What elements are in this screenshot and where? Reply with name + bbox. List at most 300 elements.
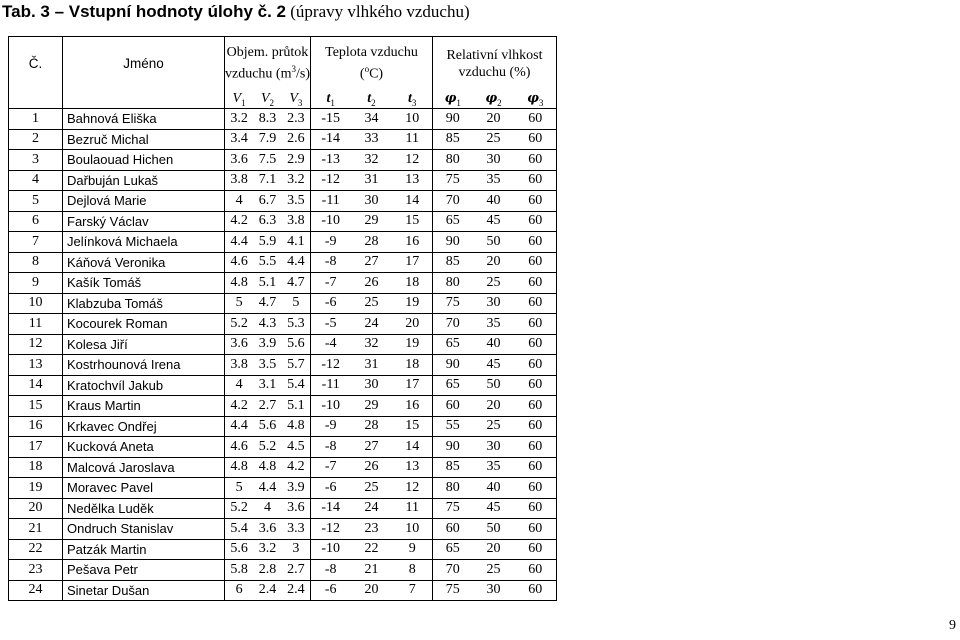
- cell-t1: -15: [310, 109, 350, 130]
- cell-v2: 3.1: [253, 375, 282, 396]
- cell-student-name: Kocourek Roman: [63, 314, 225, 335]
- cell-t1: -11: [310, 191, 350, 212]
- cell-phi1: 65: [432, 211, 472, 232]
- cell-v1: 5.8: [225, 560, 254, 581]
- cell-v2: 5.1: [253, 273, 282, 294]
- cell-phi1: 90: [432, 232, 472, 253]
- cell-phi3: 60: [514, 150, 556, 171]
- cell-t1: -11: [310, 375, 350, 396]
- cell-phi3: 60: [514, 129, 556, 150]
- table-row: [9, 580, 557, 601]
- cell-v1: 5.2: [225, 498, 254, 519]
- col-header-number: Č.: [9, 37, 63, 91]
- cell-v2: 2.4: [253, 580, 282, 601]
- cell-phi1: 85: [432, 457, 472, 478]
- cell-row-number: 17: [9, 437, 63, 458]
- cell-v1: 3.2: [225, 109, 254, 130]
- table-row: [9, 252, 557, 273]
- cell-row-number: 14: [9, 375, 63, 396]
- cell-phi3: 60: [514, 539, 556, 560]
- cell-phi2: 30: [472, 293, 514, 314]
- cell-student-name: Dejlová Marie: [63, 191, 225, 212]
- table-row: [9, 293, 557, 314]
- cell-t3: 20: [392, 314, 432, 335]
- cell-v3: 5.1: [282, 396, 311, 417]
- cell-t1: -6: [310, 580, 350, 601]
- cell-t3: 15: [392, 211, 432, 232]
- cell-phi3: 60: [514, 457, 556, 478]
- cell-phi2: 30: [472, 150, 514, 171]
- cell-row-number: 12: [9, 334, 63, 355]
- cell-t1: -10: [310, 539, 350, 560]
- cell-student-name: Nedělka Luděk: [63, 498, 225, 519]
- cell-phi2: 45: [472, 498, 514, 519]
- cell-t1: -12: [310, 355, 350, 376]
- cell-student-name: Kašík Tomáš: [63, 273, 225, 294]
- cell-phi3: 60: [514, 375, 556, 396]
- cell-phi3: 60: [514, 170, 556, 191]
- cell-phi1: 90: [432, 437, 472, 458]
- cell-t1: -4: [310, 334, 350, 355]
- cell-phi2: 40: [472, 478, 514, 499]
- cell-row-number: 18: [9, 457, 63, 478]
- cell-v2: 3.6: [253, 519, 282, 540]
- cell-v3: 2.3: [282, 109, 311, 130]
- cell-row-number: 6: [9, 211, 63, 232]
- cell-v2: 2.8: [253, 560, 282, 581]
- cell-phi3: 60: [514, 396, 556, 417]
- cell-phi1: 85: [432, 129, 472, 150]
- table-row: [9, 457, 557, 478]
- cell-phi3: 60: [514, 314, 556, 335]
- cell-v1: 3.8: [225, 355, 254, 376]
- cell-phi3: 60: [514, 334, 556, 355]
- cell-phi2: 25: [472, 273, 514, 294]
- cell-student-name: Ondruch Stanislav: [63, 519, 225, 540]
- cell-phi2: 25: [472, 416, 514, 437]
- cell-phi2: 40: [472, 191, 514, 212]
- input-values-table: [8, 36, 557, 601]
- cell-t1: -14: [310, 129, 350, 150]
- sub-header-t2: $t_2$: [350, 91, 392, 109]
- cell-t1: -9: [310, 416, 350, 437]
- cell-v1: 4: [225, 375, 254, 396]
- cell-phi1: 80: [432, 150, 472, 171]
- cell-student-name: Kolesa Jiří: [63, 334, 225, 355]
- cell-v1: 5.4: [225, 519, 254, 540]
- cell-phi1: 65: [432, 539, 472, 560]
- cell-t3: 18: [392, 273, 432, 294]
- cell-phi2: 20: [472, 539, 514, 560]
- cell-phi2: 20: [472, 396, 514, 417]
- page-number: 9: [949, 618, 956, 633]
- table-row: [9, 375, 557, 396]
- cell-v3: 4.8: [282, 416, 311, 437]
- cell-phi3: 60: [514, 519, 556, 540]
- cell-student-name: Patzák Martin: [63, 539, 225, 560]
- cell-t1: -13: [310, 150, 350, 171]
- cell-v2: 7.1: [253, 170, 282, 191]
- cell-row-number: 24: [9, 580, 63, 601]
- table-row: [9, 232, 557, 253]
- cell-t1: -6: [310, 293, 350, 314]
- cell-v2: 4.3: [253, 314, 282, 335]
- cell-row-number: 3: [9, 150, 63, 171]
- cell-v1: 5.2: [225, 314, 254, 335]
- cell-t3: 12: [392, 478, 432, 499]
- cell-t3: 16: [392, 396, 432, 417]
- table-row: [9, 129, 557, 150]
- table-row: [9, 437, 557, 458]
- cell-v1: 6: [225, 580, 254, 601]
- cell-v3: 5: [282, 293, 311, 314]
- cell-t2: 25: [350, 293, 392, 314]
- cell-row-number: 20: [9, 498, 63, 519]
- cell-row-number: 21: [9, 519, 63, 540]
- cell-t3: 13: [392, 457, 432, 478]
- cell-phi1: 60: [432, 396, 472, 417]
- cell-phi1: 60: [432, 519, 472, 540]
- cell-v1: 3.6: [225, 150, 254, 171]
- cell-phi1: 75: [432, 580, 472, 601]
- sub-header-t3: $t_3$: [392, 91, 432, 109]
- cell-t1: -8: [310, 560, 350, 581]
- col-header-name: Jméno: [63, 37, 225, 91]
- cell-student-name: Kratochvíl Jakub: [63, 375, 225, 396]
- cell-phi2: 35: [472, 314, 514, 335]
- table-row: [9, 519, 557, 540]
- table-row: [9, 498, 557, 519]
- cell-student-name: Pešava Petr: [63, 560, 225, 581]
- cell-row-number: 23: [9, 560, 63, 581]
- table-row: [9, 560, 557, 581]
- cell-row-number: 1: [9, 109, 63, 130]
- cell-phi3: 60: [514, 355, 556, 376]
- cell-t2: 21: [350, 560, 392, 581]
- cell-v2: 7.9: [253, 129, 282, 150]
- cell-t1: -10: [310, 211, 350, 232]
- table-row: [9, 396, 557, 417]
- cell-v1: 4.6: [225, 252, 254, 273]
- cell-phi3: 60: [514, 273, 556, 294]
- cell-t2: 26: [350, 273, 392, 294]
- cell-t1: -7: [310, 273, 350, 294]
- cell-t2: 32: [350, 150, 392, 171]
- cell-t3: 13: [392, 170, 432, 191]
- cell-t3: 14: [392, 437, 432, 458]
- table-row: [9, 170, 557, 191]
- cell-v2: 4.7: [253, 293, 282, 314]
- cell-v3: 5.6: [282, 334, 311, 355]
- cell-v2: 2.7: [253, 396, 282, 417]
- cell-student-name: Klabzuba Tomáš: [63, 293, 225, 314]
- sub-header-v2: $V_2$: [253, 91, 282, 109]
- cell-t2: 29: [350, 396, 392, 417]
- cell-phi2: 50: [472, 375, 514, 396]
- cell-phi1: 85: [432, 252, 472, 273]
- cell-v1: 5: [225, 293, 254, 314]
- cell-v3: 2.6: [282, 129, 311, 150]
- cell-phi1: 90: [432, 109, 472, 130]
- cell-t3: 7: [392, 580, 432, 601]
- cell-student-name: Dařbuján Lukaš: [63, 170, 225, 191]
- cell-student-name: Kucková Aneta: [63, 437, 225, 458]
- cell-v1: 3.6: [225, 334, 254, 355]
- cell-v3: 4.2: [282, 457, 311, 478]
- cell-phi3: 60: [514, 437, 556, 458]
- cell-t2: 23: [350, 519, 392, 540]
- cell-phi2: 35: [472, 457, 514, 478]
- cell-student-name: Bezruč Michal: [63, 129, 225, 150]
- cell-v3: 2.9: [282, 150, 311, 171]
- cell-v2: 4.8: [253, 457, 282, 478]
- cell-phi2: 50: [472, 232, 514, 253]
- cell-v3: 3.2: [282, 170, 311, 191]
- cell-phi1: 75: [432, 293, 472, 314]
- cell-phi2: 25: [472, 129, 514, 150]
- cell-v2: 5.2: [253, 437, 282, 458]
- cell-t1: -8: [310, 252, 350, 273]
- table-row: [9, 416, 557, 437]
- cell-v1: 4.4: [225, 416, 254, 437]
- cell-t2: 24: [350, 314, 392, 335]
- cell-v1: 3.4: [225, 129, 254, 150]
- table-row: [9, 109, 557, 130]
- sub-header-v1: $V_1$: [225, 91, 254, 109]
- cell-row-number: 11: [9, 314, 63, 335]
- cell-t3: 16: [392, 232, 432, 253]
- sub-header-v3: $V_3$: [282, 91, 311, 109]
- cell-t3: 11: [392, 498, 432, 519]
- cell-phi2: 25: [472, 560, 514, 581]
- col-header-flow: Objem. průtok vzduchu $(m^3/s)$: [225, 37, 311, 91]
- cell-student-name: Boulaouad Hichen: [63, 150, 225, 171]
- cell-t2: 28: [350, 416, 392, 437]
- cell-phi2: 20: [472, 252, 514, 273]
- cell-student-name: Moravec Pavel: [63, 478, 225, 499]
- cell-t1: -6: [310, 478, 350, 499]
- cell-phi1: 65: [432, 334, 472, 355]
- col-header-temperature: Teplota vzduchu ($^o$C): [310, 37, 432, 91]
- cell-phi3: 60: [514, 252, 556, 273]
- cell-student-name: Bahnová Eliška: [63, 109, 225, 130]
- cell-phi3: 60: [514, 498, 556, 519]
- table-row: [9, 539, 557, 560]
- cell-student-name: Káňová Veronika: [63, 252, 225, 273]
- cell-t1: -5: [310, 314, 350, 335]
- cell-t3: 19: [392, 334, 432, 355]
- cell-phi2: 45: [472, 355, 514, 376]
- cell-t2: 22: [350, 539, 392, 560]
- cell-v2: 8.3: [253, 109, 282, 130]
- cell-phi1: 80: [432, 273, 472, 294]
- cell-v3: 4.7: [282, 273, 311, 294]
- cell-v3: 3.5: [282, 191, 311, 212]
- cell-v1: 4.2: [225, 396, 254, 417]
- cell-t2: 30: [350, 191, 392, 212]
- table-title: Tab. 3 – Vstupní hodnoty úlohy č. 2 (úpravy vlhkého vzduchu): [2, 2, 470, 21]
- cell-t2: 33: [350, 129, 392, 150]
- cell-v1: 4: [225, 191, 254, 212]
- cell-phi2: 45: [472, 211, 514, 232]
- cell-phi1: 70: [432, 191, 472, 212]
- cell-v3: 5.4: [282, 375, 311, 396]
- cell-t3: 17: [392, 375, 432, 396]
- cell-v2: 3.5: [253, 355, 282, 376]
- cell-phi1: 90: [432, 355, 472, 376]
- cell-t2: 26: [350, 457, 392, 478]
- cell-phi2: 30: [472, 580, 514, 601]
- cell-row-number: 5: [9, 191, 63, 212]
- cell-t2: 34: [350, 109, 392, 130]
- cell-v1: 4.4: [225, 232, 254, 253]
- cell-phi3: 60: [514, 211, 556, 232]
- cell-student-name: Malcová Jaroslava: [63, 457, 225, 478]
- table-row: [9, 211, 557, 232]
- cell-phi3: 60: [514, 580, 556, 601]
- cell-t3: 11: [392, 129, 432, 150]
- cell-row-number: 22: [9, 539, 63, 560]
- cell-phi1: 70: [432, 314, 472, 335]
- cell-phi2: 30: [472, 437, 514, 458]
- cell-phi1: 80: [432, 478, 472, 499]
- table-row: [9, 314, 557, 335]
- table-body: [9, 109, 557, 601]
- cell-t1: -12: [310, 170, 350, 191]
- cell-t2: 28: [350, 232, 392, 253]
- cell-phi1: 55: [432, 416, 472, 437]
- cell-v3: 4.1: [282, 232, 311, 253]
- cell-v3: 4.5: [282, 437, 311, 458]
- table-row: [9, 355, 557, 376]
- cell-v1: 4.2: [225, 211, 254, 232]
- cell-v2: 7.5: [253, 150, 282, 171]
- cell-phi1: 70: [432, 560, 472, 581]
- cell-row-number: 10: [9, 293, 63, 314]
- cell-student-name: Krkavec Ondřej: [63, 416, 225, 437]
- cell-v3: 3.9: [282, 478, 311, 499]
- cell-v3: 3.3: [282, 519, 311, 540]
- cell-phi1: 75: [432, 170, 472, 191]
- cell-t3: 18: [392, 355, 432, 376]
- cell-v3: 3: [282, 539, 311, 560]
- sub-header-t1: $t_1$: [310, 91, 350, 109]
- cell-t3: 10: [392, 519, 432, 540]
- cell-t1: -12: [310, 519, 350, 540]
- cell-t3: 8: [392, 560, 432, 581]
- cell-row-number: 2: [9, 129, 63, 150]
- cell-t2: 32: [350, 334, 392, 355]
- cell-phi3: 60: [514, 191, 556, 212]
- table-row: [9, 334, 557, 355]
- cell-t3: 19: [392, 293, 432, 314]
- cell-phi1: 75: [432, 498, 472, 519]
- cell-phi2: 40: [472, 334, 514, 355]
- cell-phi2: 50: [472, 519, 514, 540]
- sub-header-phi3: $\varphi_3$: [514, 91, 556, 109]
- cell-t1: -7: [310, 457, 350, 478]
- cell-v1: 3.8: [225, 170, 254, 191]
- cell-phi3: 60: [514, 293, 556, 314]
- cell-row-number: 9: [9, 273, 63, 294]
- cell-t2: 27: [350, 252, 392, 273]
- cell-phi3: 60: [514, 478, 556, 499]
- cell-student-name: Jelínková Michaela: [63, 232, 225, 253]
- cell-v3: 2.7: [282, 560, 311, 581]
- sub-header-phi1: $\varphi_1$: [432, 91, 472, 109]
- cell-student-name: Sinetar Dušan: [63, 580, 225, 601]
- cell-t2: 29: [350, 211, 392, 232]
- cell-phi2: 20: [472, 109, 514, 130]
- cell-t3: 15: [392, 416, 432, 437]
- cell-v1: 4.6: [225, 437, 254, 458]
- cell-v1: 4.8: [225, 273, 254, 294]
- cell-row-number: 7: [9, 232, 63, 253]
- cell-v3: 3.6: [282, 498, 311, 519]
- cell-v2: 5.9: [253, 232, 282, 253]
- col-header-humidity: Relativní vlhkost vzduchu (%): [432, 37, 556, 91]
- cell-t1: -14: [310, 498, 350, 519]
- cell-v1: 5.6: [225, 539, 254, 560]
- cell-phi3: 60: [514, 560, 556, 581]
- cell-t2: 27: [350, 437, 392, 458]
- cell-student-name: Farský Václav: [63, 211, 225, 232]
- cell-v3: 5.3: [282, 314, 311, 335]
- cell-t3: 12: [392, 150, 432, 171]
- cell-t2: 31: [350, 170, 392, 191]
- cell-v2: 6.3: [253, 211, 282, 232]
- cell-v2: 3.2: [253, 539, 282, 560]
- cell-t2: 24: [350, 498, 392, 519]
- cell-t1: -9: [310, 232, 350, 253]
- cell-phi1: 65: [432, 375, 472, 396]
- cell-row-number: 4: [9, 170, 63, 191]
- cell-phi3: 60: [514, 109, 556, 130]
- cell-t3: 14: [392, 191, 432, 212]
- cell-v3: 5.7: [282, 355, 311, 376]
- cell-t2: 31: [350, 355, 392, 376]
- cell-phi3: 60: [514, 416, 556, 437]
- table-row: [9, 191, 557, 212]
- cell-row-number: 19: [9, 478, 63, 499]
- cell-v1: 5: [225, 478, 254, 499]
- cell-v2: 6.7: [253, 191, 282, 212]
- cell-t2: 25: [350, 478, 392, 499]
- cell-v3: 4.4: [282, 252, 311, 273]
- table-row: [9, 478, 557, 499]
- cell-phi2: 35: [472, 170, 514, 191]
- cell-t1: -8: [310, 437, 350, 458]
- cell-v1: 4.8: [225, 457, 254, 478]
- cell-student-name: Kraus Martin: [63, 396, 225, 417]
- table-row: [9, 150, 557, 171]
- cell-student-name: Kostrhounová Irena: [63, 355, 225, 376]
- cell-v2: 4.4: [253, 478, 282, 499]
- cell-v2: 5.6: [253, 416, 282, 437]
- cell-t2: 30: [350, 375, 392, 396]
- cell-t3: 9: [392, 539, 432, 560]
- cell-v2: 4: [253, 498, 282, 519]
- cell-t1: -10: [310, 396, 350, 417]
- sub-header-phi2: $\varphi_2$: [472, 91, 514, 109]
- cell-phi3: 60: [514, 232, 556, 253]
- cell-row-number: 8: [9, 252, 63, 273]
- cell-t3: 10: [392, 109, 432, 130]
- cell-row-number: 13: [9, 355, 63, 376]
- cell-v2: 3.9: [253, 334, 282, 355]
- cell-v3: 3.8: [282, 211, 311, 232]
- cell-t3: 17: [392, 252, 432, 273]
